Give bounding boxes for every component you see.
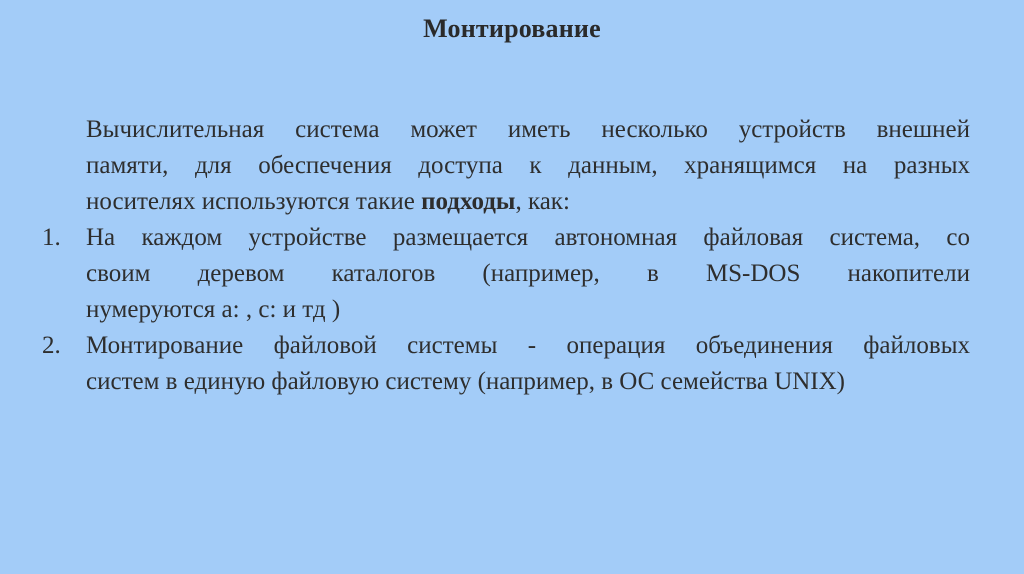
approaches-list <box>42 220 970 400</box>
item-1-line-3: нумеруются a: , c: и тд ) <box>86 296 341 323</box>
item-1-line-2: своим деревом каталогов (например, в MS-DOS накопители <box>86 260 970 287</box>
slide-title: Монтирование <box>423 14 601 43</box>
intro-text-before: носителях используются такие <box>86 188 422 215</box>
slide-content <box>42 112 970 400</box>
intro-text-after: , как: <box>515 188 570 215</box>
intro-paragraph <box>86 112 970 220</box>
intro-line-1: Вычислительная система может иметь несколько устройств внешней <box>86 116 970 143</box>
list-item-2 <box>42 328 970 400</box>
item-1-line-1: На каждом устройстве размещается автономная файловая система, со <box>86 224 970 251</box>
intro-line-2: памяти, для обеспечения доступа к данным, хранящимся на разных <box>86 152 970 179</box>
list-number-1: 1. <box>42 224 61 251</box>
list-item-1 <box>42 220 970 328</box>
item-2-line-2: систем в единую файловую систему (например, в ОС семейства UNIX) <box>86 368 846 395</box>
list-number-2: 2. <box>42 332 61 359</box>
item-2-line-1: Монтирование файловой системы - операция объединения файловых <box>86 332 970 359</box>
intro-line-3 <box>86 184 970 220</box>
intro-bold-word: подходы <box>421 188 516 215</box>
